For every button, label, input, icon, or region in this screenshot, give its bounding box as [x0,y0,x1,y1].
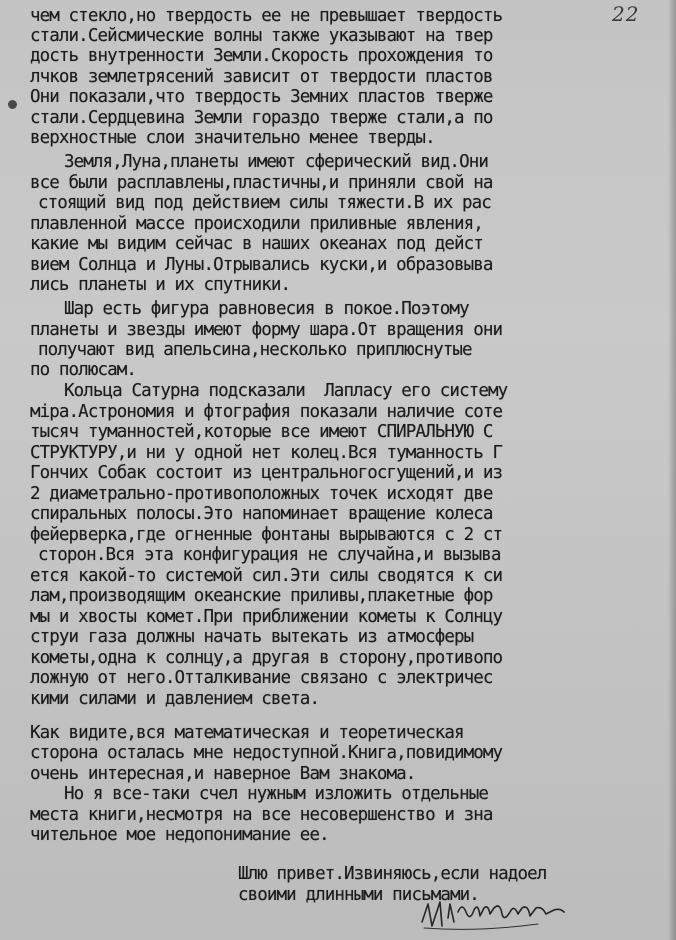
text-line: очень интересная,и наверное Вам знакома. [30,764,416,784]
text-line: получают вид апельсина,несколько приплюснутые [38,340,472,360]
text-line: Шлю привет.Извиняюсь,если надоел [238,864,547,884]
text-line: ложную от него.Отталкивание связано с электричес [30,668,493,688]
text-line: по полюсам. [30,360,136,380]
text-line: дость внутренности Земли.Скорость прохождения то [30,46,493,66]
text-line: фейерверка,где огненные фонтаны вырываются с 2 ст [30,525,503,545]
text-line: Шар есть фигура равновесия в покое.Поэтому [64,299,469,319]
text-line: кометы,одна к солнцу,а другая в сторону,противопо [30,648,503,668]
text-line: мы и хвосты комет.При приближении кометы к Солнцу [30,607,503,627]
text-line: лам,производящим океанские приливы,плакетные фор [30,586,493,606]
handwritten-signature [418,888,568,936]
text-line: міра.Астрономия и фтография показали наличие соте [30,402,503,422]
text-line: струи газа должны начать вытекать из атмосферы [30,627,474,647]
text-line: чительное мое недопонимание ее. [30,825,329,845]
text-line: тысяч туманностей,которые все имеют СПИРАЛЬНУЮ С [30,422,493,442]
text-line: планеты и звезды имеют форму шара.От вращения они [30,320,503,340]
text-line: стали.Сейсмические волны также указывают на твер [30,26,493,46]
text-line: вием Солнца и Луны.Отрывались куски,и образовыва [30,255,493,275]
text-line: 2 диаметрально-противоположных точек исходят две [30,484,493,504]
text-line: Земля,Луна,планеты имеют сферический вид.Они [64,152,488,172]
text-line: какие мы видим сейчас в наших океанах под дейст [30,234,483,254]
text-line: Они показали,что твердость Земних пластов тверже [30,87,493,107]
page-number: 22 [612,2,640,26]
text-line: стали.Сердцевина Земли гораздо тверже стали,а по [30,108,493,128]
text-line: лчков землетрясений зависит от твердости пластов [30,67,493,87]
text-line: все были расплавлены,пластичны,и приняли свой на [30,173,493,193]
text-line: Но я все-таки счел нужным изложить отдельные [64,784,488,804]
text-line: плавленной массе происходили приливные явления, [30,214,483,234]
text-line: чем стекло,но твердость ее не превышает твердость [30,6,503,26]
text-line: СТРУКТУРУ,и ни у одной нет колец.Вся туманность Г [30,443,503,463]
page-edge-shadow [668,0,676,940]
text-line: сторона осталась мне недоступной.Книга,повидимому [30,743,503,763]
text-line: места книги,несмотря на все несовершенство и зна [30,805,493,825]
text-line: лись планеты и их спутники. [30,275,291,295]
text-line: ется какой-то системой сил.Эти силы сводятся к си [30,566,503,586]
text-line: кими силами и давлением света. [30,689,320,709]
text-line: сторон.Вся эта конфигурация не случайна,и вызыва [38,545,501,565]
text-line: верхностные слои значительно менее тверды. [30,128,435,148]
text-line: стоящий вид под действием силы тяжести.В их рас [38,193,491,213]
text-line: Кольца Сатурна подсказали Лапласу его систему [64,381,508,401]
text-line: Как видите,вся математическая и теоретическая [30,723,464,743]
text-line: своими длинными письмами. [238,885,479,905]
text-line: Гончих Собак состоит из центральногосгущений,и из [30,463,503,483]
text-line: спиральных полосы.Это напоминает вращение колеса [30,504,493,524]
